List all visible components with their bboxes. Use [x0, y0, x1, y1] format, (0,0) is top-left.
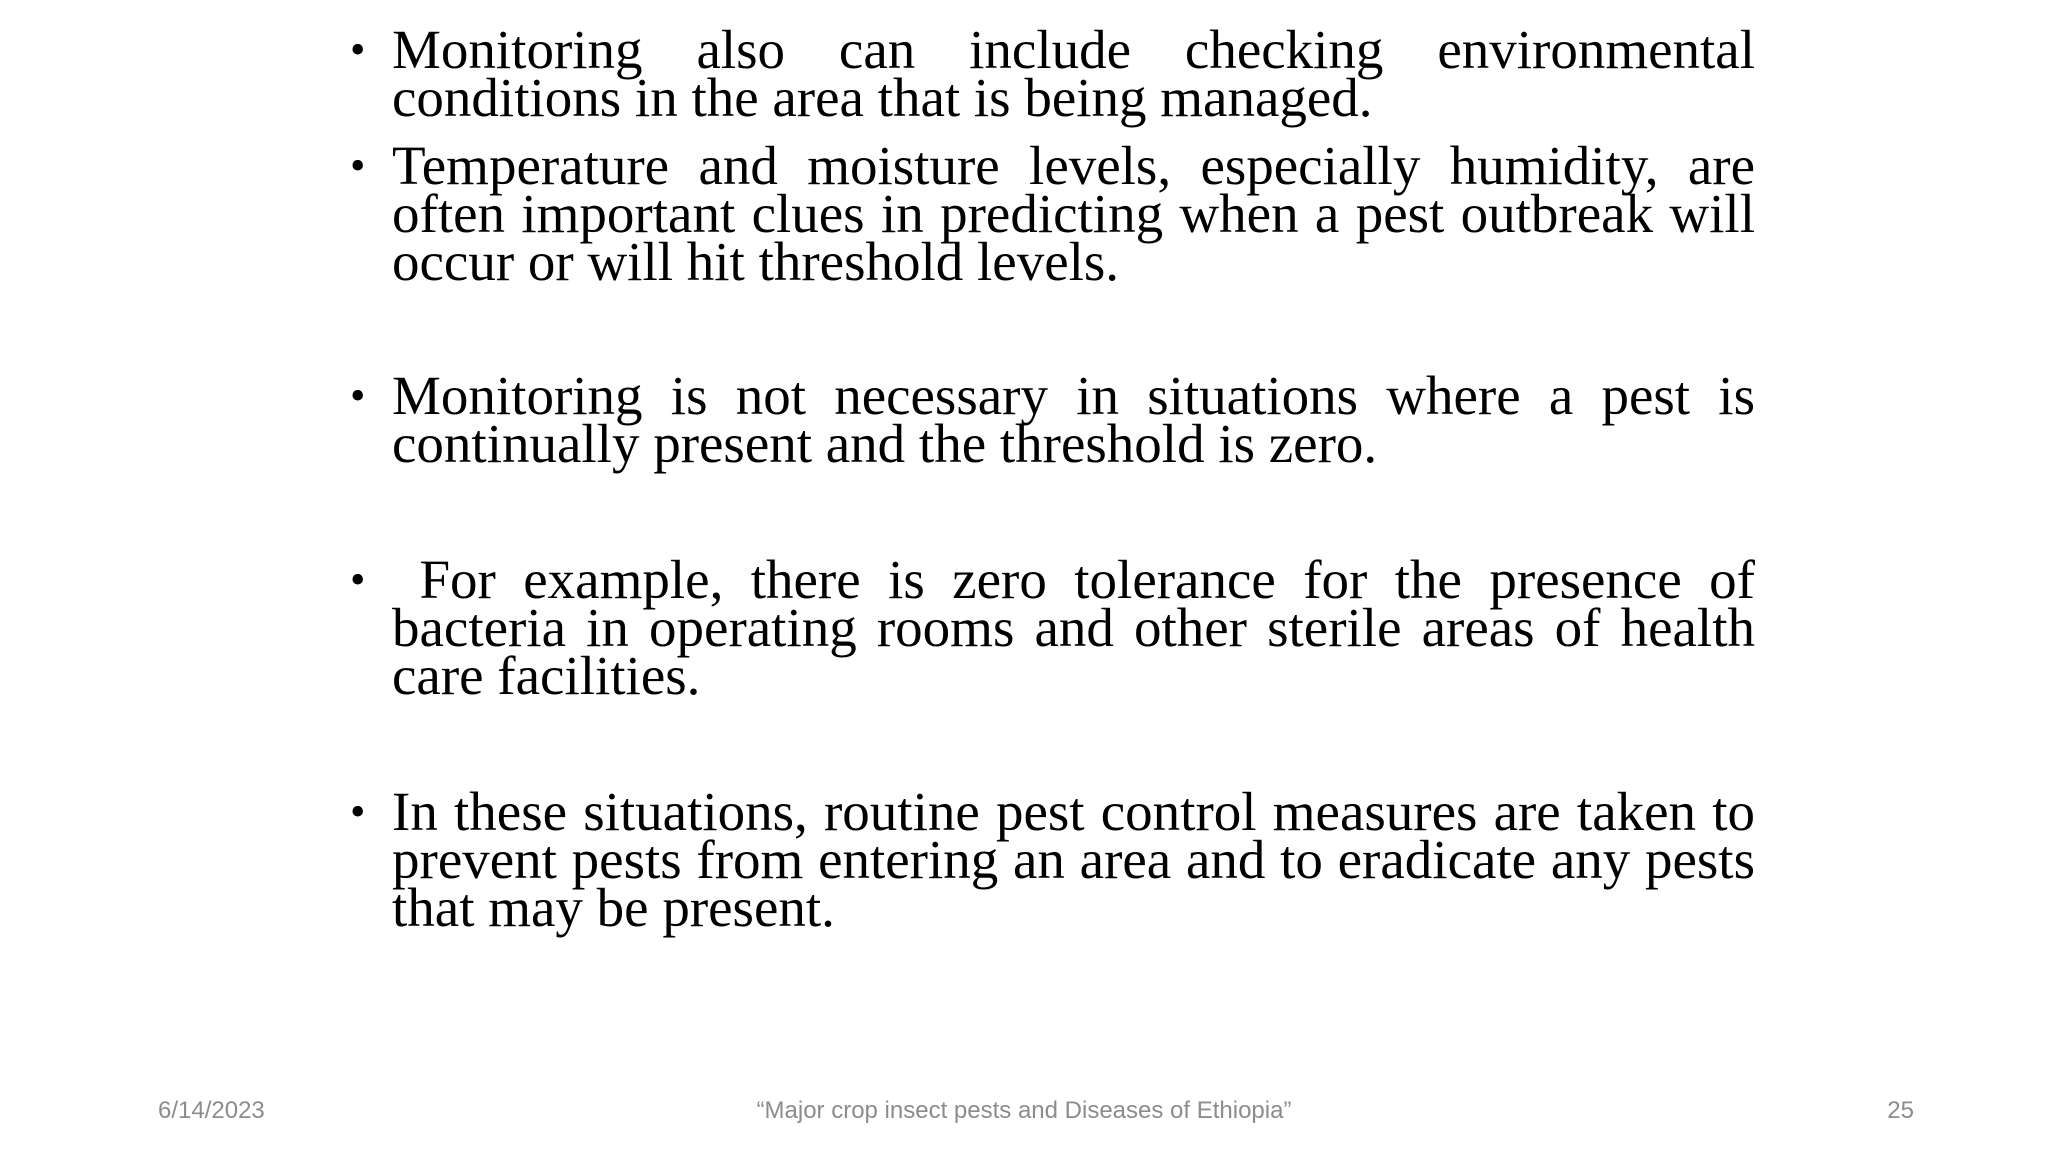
bullet-icon: • — [350, 141, 366, 190]
bullet-text: Monitoring is not necessary in situations where a pest is continually present and the threshold is zero. — [392, 365, 1755, 474]
bullet-text: Temperature and moisture levels, especially humidity, are often important clues in predicting when a pest outbreak will occur or will hit threshold levels. — [392, 135, 1755, 292]
bullet-item — [350, 549, 1769, 706]
bullet-icon: • — [350, 787, 366, 836]
bullet-item — [350, 365, 1755, 474]
bullet-item — [350, 19, 1755, 128]
bullet-icon: • — [350, 371, 366, 420]
footer-title: “Major crop insect pests and Diseases of Ethiopia” — [756, 1097, 1292, 1124]
bullet-icon: • — [350, 555, 366, 604]
slide-number: 25 — [1887, 1097, 1914, 1124]
footer-date: 6/14/2023 — [158, 1097, 265, 1124]
bullet-item — [350, 135, 1755, 292]
bullet-text: Monitoring also can include checking environmental conditions in the area that is being managed. — [392, 19, 1755, 128]
bullet-text: For example, there is zero tolerance for the presence of bacteria in operating rooms and other sterile areas of health care facilities. — [392, 549, 1769, 706]
bullet-icon: • — [350, 25, 366, 74]
bullet-item — [350, 781, 1755, 938]
bullet-text: In these situations, routine pest control measures are taken to prevent pests from entering an area and to eradicate any pests that may be present. — [392, 781, 1755, 938]
